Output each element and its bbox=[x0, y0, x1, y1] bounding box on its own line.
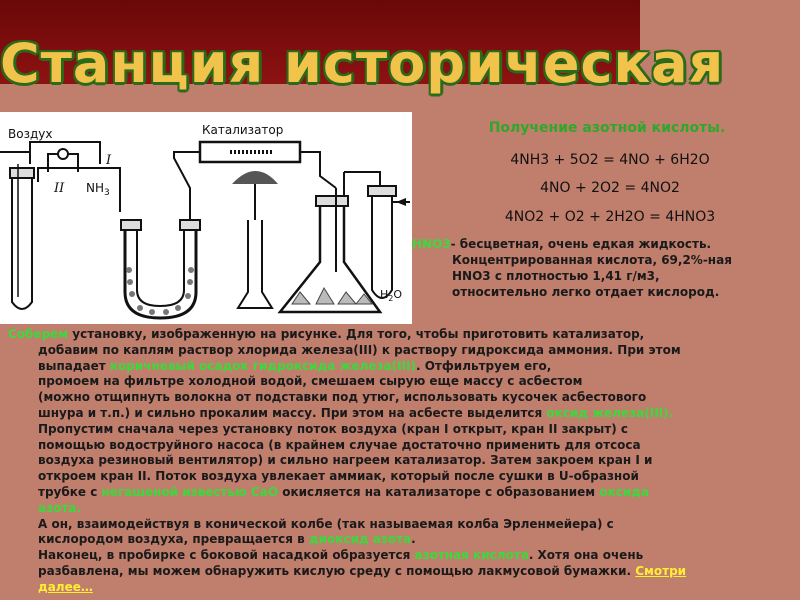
section-heading: Получение азотной кислоты. bbox=[488, 120, 726, 136]
burner bbox=[238, 220, 272, 308]
equation-3: 4NO2 + O2 + 2H2O = 4HNO3 bbox=[504, 209, 716, 225]
left-test-tube bbox=[12, 172, 32, 309]
see-more-link[interactable]: Смотри bbox=[635, 563, 687, 578]
valve-1-label: I bbox=[106, 153, 112, 168]
hno3-term: HNO3 bbox=[412, 237, 451, 251]
slide-title: Станция историческая bbox=[0, 32, 725, 95]
left-tube-stopper bbox=[10, 168, 34, 178]
equation-1: 4NH3 + 5O2 = 4NO + 6H2O bbox=[510, 152, 710, 168]
catalyst-label: Катализатор bbox=[202, 123, 284, 137]
see-more-link-continued[interactable]: далее… bbox=[38, 579, 93, 594]
apparatus-figure bbox=[0, 112, 412, 324]
hno3-description: HNO3- бесцветная, очень едкая жидкость. Концентрированная кислота, 69,2%-ная HNO3 с плотностью 1,41 г/м3, относительно легко отдает кислород. bbox=[412, 237, 732, 299]
procedure-text: Соберем установку, изображенную на рисунке. Для того, чтобы приготовить катализатор, добавим по каплям раствор хлорида железа(III) к раствору гидроксида аммония. При этом выпадает коричневый осадок гидроксида железа(III). Отфильтруем его, промоем на фильтре холодной водой, смешаем сырую еще массу с асбестом (можно отщипнуть волокна от подставки под утюг, использовать кусочек асбестового шнура и т.п.) и сильно прокалим массу. При этом на асбесте выделится оксид железа(III). Пропустим сначала через установку поток воздуха (кран I открыт, кран II закрыт) с помощью водоструйного насоса (в крайнем случае достаточно применить для отсоса воздуха резиновый вентилятор) и сильно нагреем катализатор. Затем закроем кран I и откроем кран II. Поток воздуха увлекает аммиак, который после сушки в U-образной трубке с негашеной известью CaO окисляется на катализаторе с образованием оксида азота. А он, взаимодействуя в конической колбе (так называемая колба Эрленмейера) с кислородом воздуха, превращается в диоксид азота. Наконец, в пробирке с боковой насадкой образуется азотная кислота. Хотя она очень разбавлена, мы можем обнаружить кислую среду с помощью лакмусовой бумажки. Смотри далее… bbox=[8, 327, 687, 594]
equation-2: 4NO + 2O2 = 4NO2 bbox=[540, 180, 680, 196]
apparatus-drawing bbox=[0, 112, 412, 324]
nh3-label: $NH_3$ bbox=[86, 181, 110, 198]
valve-2-label: II bbox=[54, 181, 65, 196]
water-label: $H_2O$ bbox=[380, 288, 403, 303]
right-test-tube bbox=[372, 192, 392, 298]
air-label: Воздух bbox=[8, 127, 53, 141]
catalyst-heap bbox=[232, 171, 278, 184]
